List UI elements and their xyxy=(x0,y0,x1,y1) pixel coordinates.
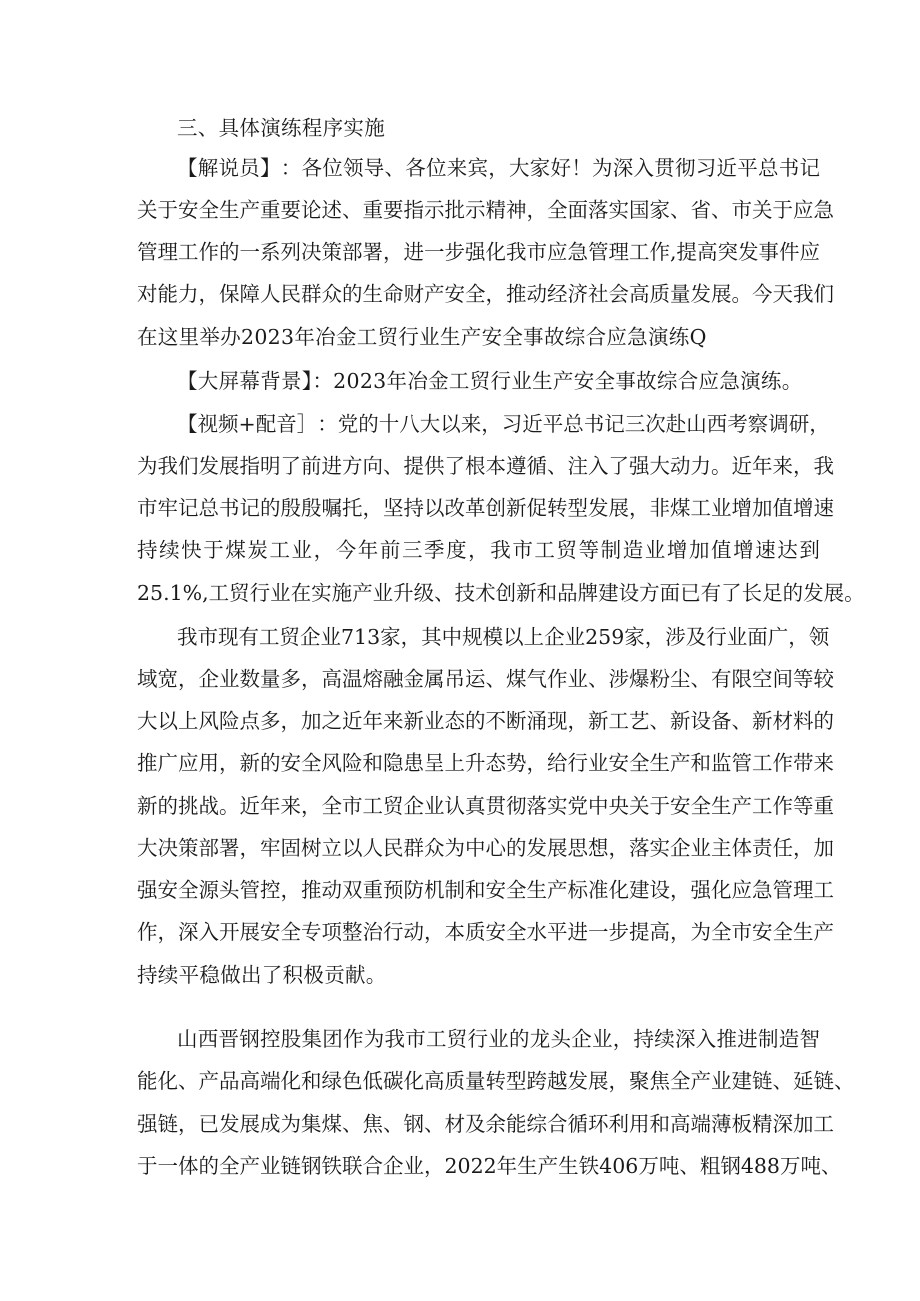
paragraph-4-line-1: 我 市 现 有 工 贸 企 业 713 家 ， 其 中 规 模 以 上 企 业 259 家 ， 涉 及 行 业 面 广 ， 领 xyxy=(177,625,830,649)
paragraph-1-line-1: 【 解 说 员 】 ： 各 位 领 导 、 各 位 来 宾 ， 大 家 好 ！ 为 深 入 贯 彻 习 近 平 总 书 记 xyxy=(177,156,820,180)
paragraph-4-line-9: 持续平稳做出了积极贡献。 xyxy=(137,963,387,987)
paragraph-3-line-3: 市 牢 记 总 书 记 的 殷 殷 嘱 托 ， 坚 持 以 改 革 创 新 促 转 型 发 展 ， 非 煤 工 业 增 加 值 增 速 xyxy=(137,496,834,520)
paragraph-1-line-3: 管 理 工 作 的 一 系 列 决 策 部 署 ， 进 一 步 强 化 我 市 应 急 管 理 工 作 , 提 高 突 发 事 件 应 xyxy=(137,240,821,264)
paragraph-4-line-4: 推 广 应 用 ， 新 的 安 全 风 险 和 隐 患 呈 上 升 态 势 ， 给 行 业 安 全 生 产 和 监 管 工 作 带 来 xyxy=(137,751,834,775)
paragraph-4-line-3: 大 以 上 风 险 点 多 ， 加 之 近 年 来 新 业 态 的 不 断 涌 现 ， 新 工 艺 、 新 设 备 、 新 材 料 的 xyxy=(137,709,834,733)
paragraph-5-line-2: 能 化 、 产 品 高 端 化 和 绿 色 低 碳 化 高 质 量 转 型 跨 越 发 展 ， 聚 焦 全 产 业 建 链 、 延 链 、 xyxy=(137,1069,855,1093)
paragraph-3-line-1: 【 视 频 + 配 音 ］ ： 党 的 十 八 大 以 来 ， 习 近 平 总 书 记 三 次 赴 山 西 考 察 调 研 ， xyxy=(177,412,830,436)
paragraph-5-line-4: 于 一 体 的 全 产 业 链 钢 铁 联 合 企 业 ， 2022 年 生 产 生 铁 406 万 吨 、 粗 钢 488 万 吨 、 xyxy=(137,1154,842,1178)
paragraph-4-line-8: 作 ， 深 入 开 展 安 全 专 项 整 治 行 动 ， 本 质 安 全 水 平 进 一 步 提 高 ， 为 全 市 安 全 生 产 xyxy=(137,920,834,944)
paragraph-4-line-6: 大 决 策 部 署 ， 牢 固 树 立 以 人 民 群 众 为 中 心 的 发 展 思 想 ， 落 实 企 业 主 体 责 任 ， 加 xyxy=(137,836,834,860)
section-heading: 三、具体演练程序实施 xyxy=(177,116,385,140)
paragraph-2-line-1: 【大屏幕背景】：2023年冶金工贸行业生产安全事故综合应急演练。 xyxy=(177,369,803,393)
paragraph-4-line-7: 强 安 全 源 头 管 控 ， 推 动 双 重 预 防 机 制 和 安 全 生 产 标 准 化 建 设 ， 强 化 应 急 管 理 工 xyxy=(137,878,834,902)
paragraph-3-line-5: 25.1% , 工 贸 行 业 在 实 施 产 业 升 级 、 技 术 创 新 和 品 牌 建 设 方 面 已 有 了 长 足 的 发 展 。 xyxy=(137,581,865,605)
paragraph-4-line-2: 域 宽 ， 企 业 数 量 多 ， 高 温 熔 融 金 属 吊 运 、 煤 气 作 业 、 涉 爆 粉 尘 、 有 限 空 间 等 较 xyxy=(137,667,834,691)
paragraph-4-line-5: 新 的 挑 战 。 近 年 来 ， 全 市 工 贸 企 业 认 真 贯 彻 落 实 党 中 央 关 于 安 全 生 产 工 作 等 重 xyxy=(137,794,834,818)
paragraph-1-line-5: 在这里举办2023年冶金工贸行业生产安全事故综合应急演练Q xyxy=(137,325,707,349)
paragraph-1-line-4: 对 能 力 ， 保 障 人 民 群 众 的 生 命 财 产 安 全 ， 推 动 经 济 社 会 高 质 量 发 展 。 今 天 我 们 xyxy=(137,282,834,306)
paragraph-3-line-4: 持 续 快 于 煤 炭 工 业 ， 今 年 前 三 季 度 ， 我 市 工 贸 等 制 造 业 增 加 值 增 速 达 到 xyxy=(137,538,820,562)
paragraph-1-line-2: 关 于 安 全 生 产 重 要 论 述 、 重 要 指 示 批 示 精 神 ， 全 面 落 实 国 家 、 省 、 市 关 于 应 急 xyxy=(137,198,834,222)
paragraph-5-line-3: 强 链 ， 已 发 展 成 为 集 煤 、 焦 、 钢 、 材 及 余 能 综 合 循 环 利 用 和 高 端 薄 板 精 深 加 工 xyxy=(137,1112,834,1136)
paragraph-3-line-2: 为 我 们 发 展 指 明 了 前 进 方 向 、 提 供 了 根 本 遵 循 、 注 入 了 强 大 动 力 。 近 年 来 ， 我 xyxy=(137,454,834,478)
paragraph-5-line-1: 山 西 晋 钢 控 股 集 团 作 为 我 市 工 贸 行 业 的 龙 头 企 业 ， 持 续 深 入 推 进 制 造 智 xyxy=(177,1027,820,1051)
